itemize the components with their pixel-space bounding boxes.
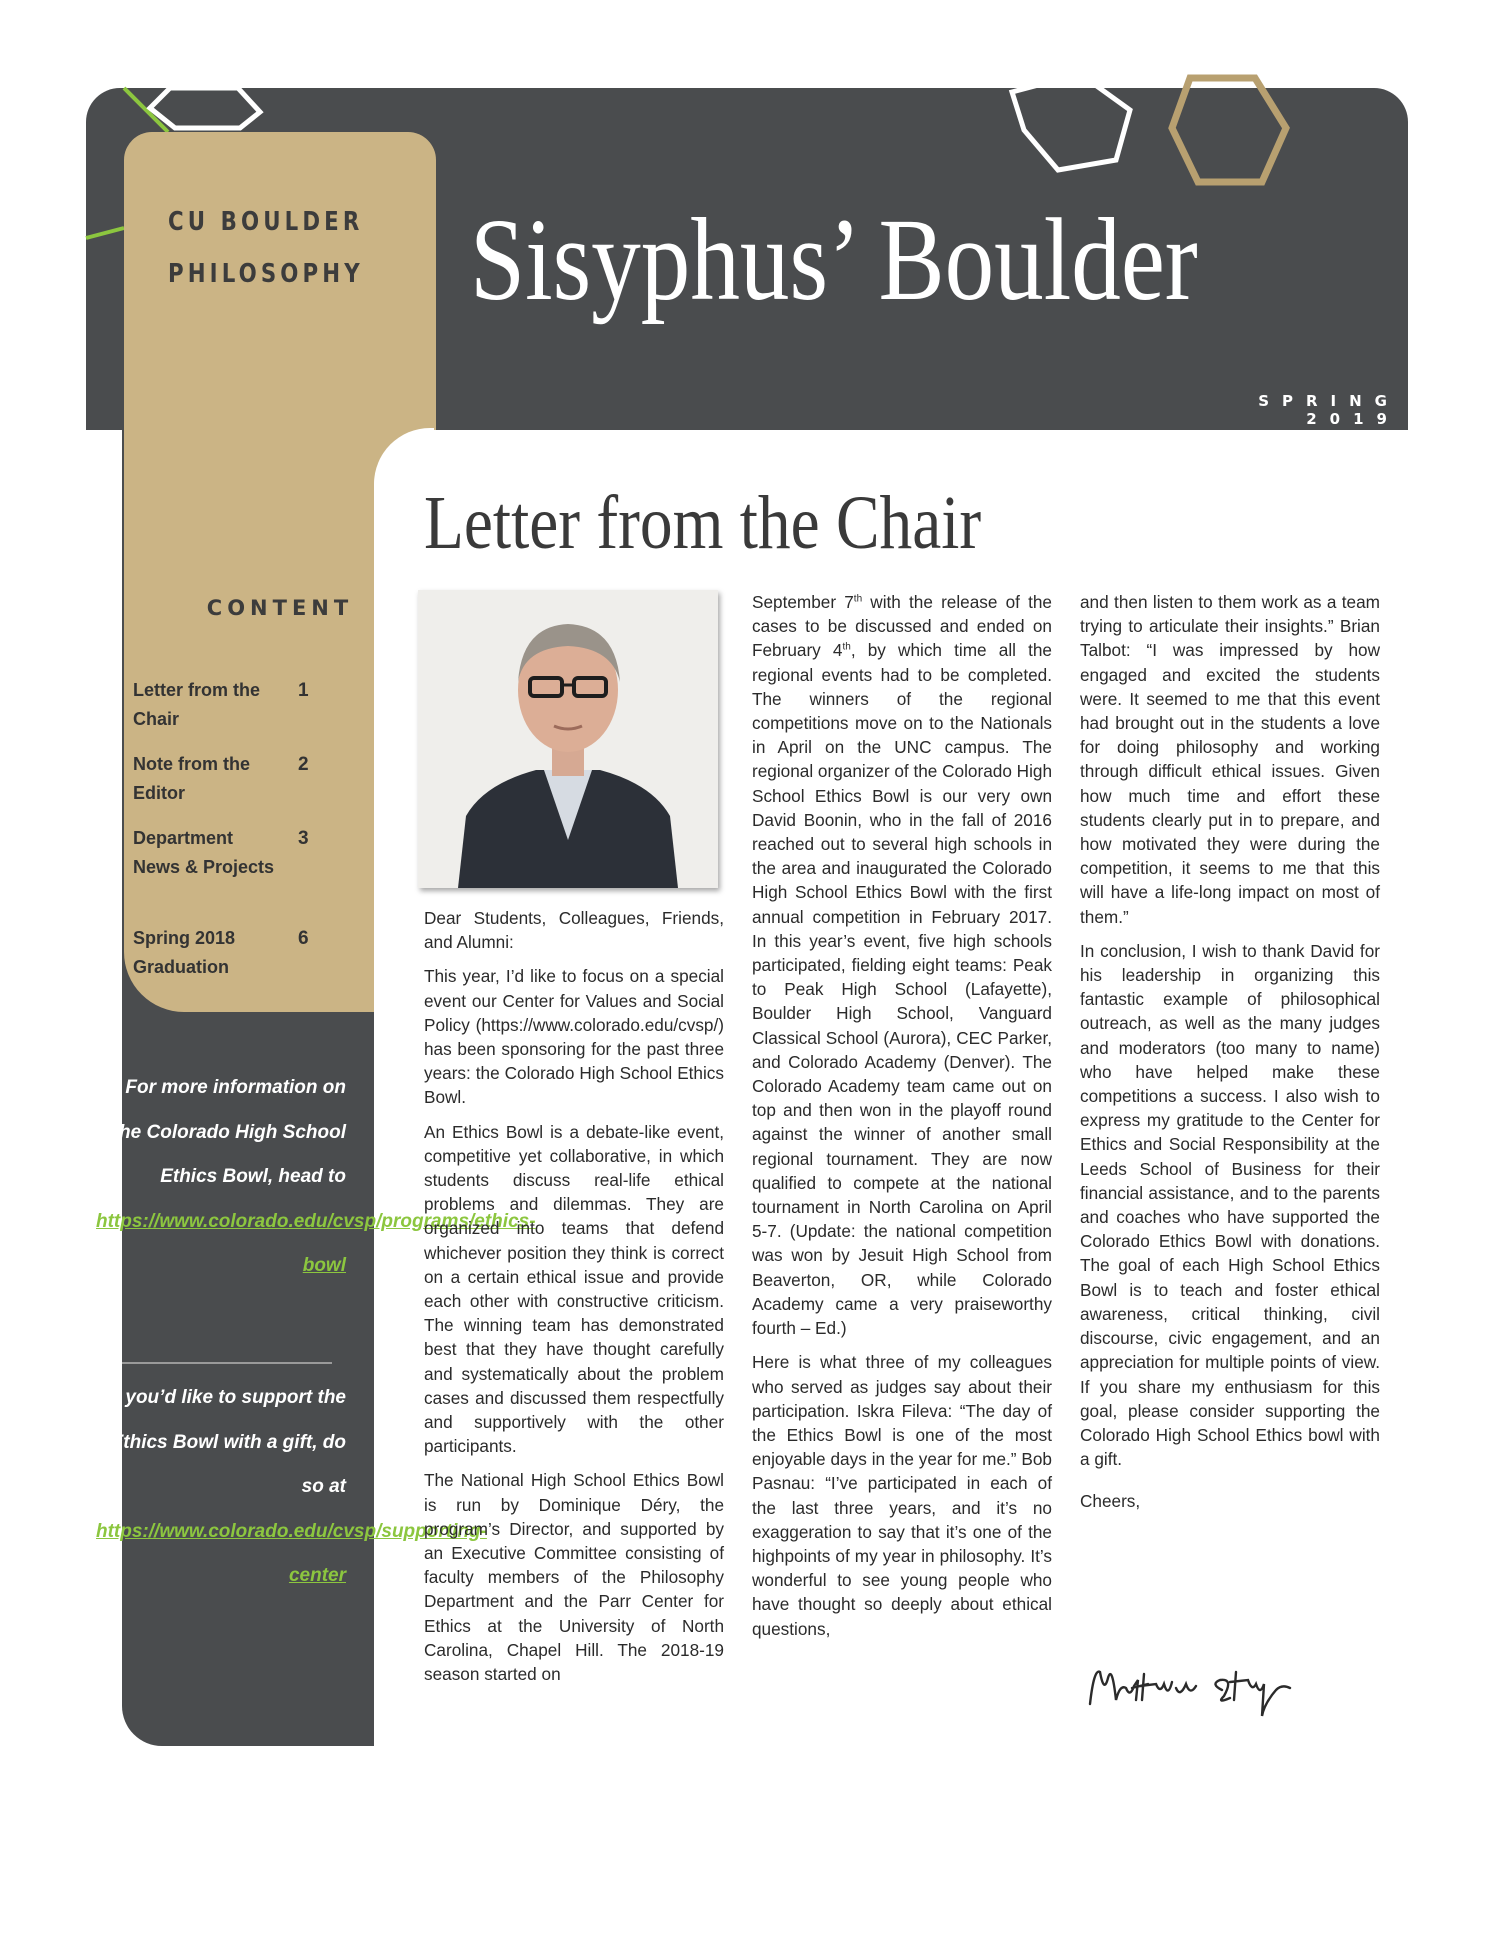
paragraph: The National High School Ethics Bowl is run by Dominique Déry, the program’s Director, and supported by an Executive Committee consisting of faculty members of the Philosophy Department and the Parr Center for Ethics at the University of North Carolina, Chapel Hill. The 2018-19 season started on bbox=[424, 1470, 724, 1685]
support-center-link[interactable]: https://www.colorado.edu/cvsp/supporting-center bbox=[96, 1520, 487, 1587]
toc-page-number: 6 bbox=[298, 928, 309, 949]
paragraph: This year, I’d like to focus on a special event our Center for Values and Social Policy (https://www.colorado.edu/cvsp/) has been sponsoring for the past three years: the Colorado High School Ethics Bowl. bbox=[424, 966, 724, 1108]
sidebar-divider bbox=[122, 1362, 332, 1364]
paragraph: An Ethics Bowl is a debate-like event, competitive yet collaborative, in which students discuss real-life ethical problems and dilemmas. They are organized into teams that defend whichever position they think is correct on a certain ethical issue and provide each other with constructive criticism. The winning team has demonstrated best that they have thought carefully and systematically about the problem cases and discussed them respectfully and supportively with the other participants. bbox=[424, 1121, 724, 1457]
toc-item-editor[interactable]: Note from the Editor bbox=[133, 754, 250, 803]
paragraph: and then listen to them work as a team trying to articulate their insights.” Brian Talbot: “I was impressed by how engaged and excited the students were. It seemed to me that this event had brought out in the students a love for doing philosophy and working through difficult ethical issues. Given how much time and effort these students clearly put in to prepare, and how motivated they were during the competition, it seems to me that this will have a life-long impact on most of them.” bbox=[1080, 592, 1380, 927]
closing: Cheers, bbox=[1080, 1491, 1141, 1512]
paragraph: In conclusion, I wish to thank David for his leadership in organizing this fantastic example of philosophical outreach, as well as the many judges and moderators (too many to name) who have helped make these competitions a success. I also wish to express my gratitude to the Center for Ethics and Social Responsibility at the Leeds School of Business for their financial assistance, and to the parents and coaches who have supported the Colorado Ethics Bowl with donations. The goal of each High School Ethics Bowl is to teach and foster ethical awareness, critical thinking, civil discourse, civic engagement, and an appreciation for multiple points of view. If you share my enthusiasm for this goal, please consider supporting the Colorado High School Ethics bowl with a gift. bbox=[1080, 940, 1380, 1470]
toc-page-number: 3 bbox=[298, 828, 309, 849]
chair-photo bbox=[418, 590, 718, 888]
toc-page-number: 1 bbox=[298, 680, 309, 701]
issue-date: SPRING 2019 bbox=[1258, 392, 1400, 428]
toc-page-number: 2 bbox=[298, 754, 309, 775]
ethics-bowl-link[interactable]: https://www.colorado.edu/cvsp/programs/ethics-bowl bbox=[96, 1210, 536, 1277]
article-column-3 bbox=[1080, 590, 1380, 1524]
ethics-bowl-info: For more information on the Colorado High School Ethics Bowl, head to https://www.colorado.edu/cvsp/programs/ethics-bowl bbox=[96, 1077, 536, 1277]
toc-item-graduation[interactable]: Spring 2018 Graduation bbox=[133, 928, 236, 977]
chair-signature bbox=[1086, 1654, 1346, 1724]
department-name bbox=[168, 196, 365, 300]
toc-heading: CONTENT bbox=[206, 596, 354, 620]
department-line-1: CU BOULDER bbox=[168, 207, 364, 237]
article-column-2 bbox=[752, 590, 1052, 1651]
newsletter-title: Sisyphus’ Boulder bbox=[470, 194, 1198, 325]
toc-item-letter[interactable]: Letter from the Chair bbox=[133, 680, 261, 729]
paragraph: September 7th with the release of the cases to be discussed and ended on February 4th, by which time all the regional events had to be completed. The winners of the regional competitions move on to the Nationals in April on the UNC campus. The regional organizer of the Colorado High School Ethics Bowl is our very own David Boonin, who in the fall of 2016 reached out to several high schools in the area and inaugurated the Colorado High School Ethics Bowl with the first annual competition in February 2017. In this year’s event, five high schools participated, fielding eight teams: Peak to Peak High School (Lafayette), Boulder High School, Vanguard Classical School (Aurora), CEC Parker, and Colorado Academy (Denver). The Colorado Academy team came out on top and then won in the playoff round against the winner of another small regional tournament. They are now qualified to compete at the national tournament in North Carolina on April 5-7. (Update: the national competition was won by Jesuit High School from Beaverton, OR, while Colorado Academy came a very praiseworthy fourth – Ed.) bbox=[752, 592, 1053, 1339]
toc-item-news[interactable]: Department News & Projects bbox=[133, 828, 275, 877]
paragraph: Here is what three of my colleagues who served as judges say about their participation. Iskra Fileva: “The day of the Ethics Bowl is one of the most enjoyable days in the year for me.” Bob Pasnau: “I’ve participated in each of the last three years, and it’s no exaggeration to say that it’s one of the highpoints of my year in philosophy. It’s wonderful to see young people who have thought so deeply about ethical questions, bbox=[752, 1352, 1052, 1639]
portrait-image-icon bbox=[418, 590, 718, 888]
article-column-1 bbox=[424, 906, 724, 1696]
support-info: If you’d like to support the Ethics Bowl with a gift, do so at https://www.colorado.edu/cvsp/supporting-center bbox=[96, 1387, 487, 1587]
paragraph: Dear Students, Colleagues, Friends, and Alumni: bbox=[424, 908, 724, 953]
article-title: Letter from the Chair bbox=[424, 481, 982, 565]
department-line-2: PHILOSOPHY bbox=[168, 259, 364, 289]
